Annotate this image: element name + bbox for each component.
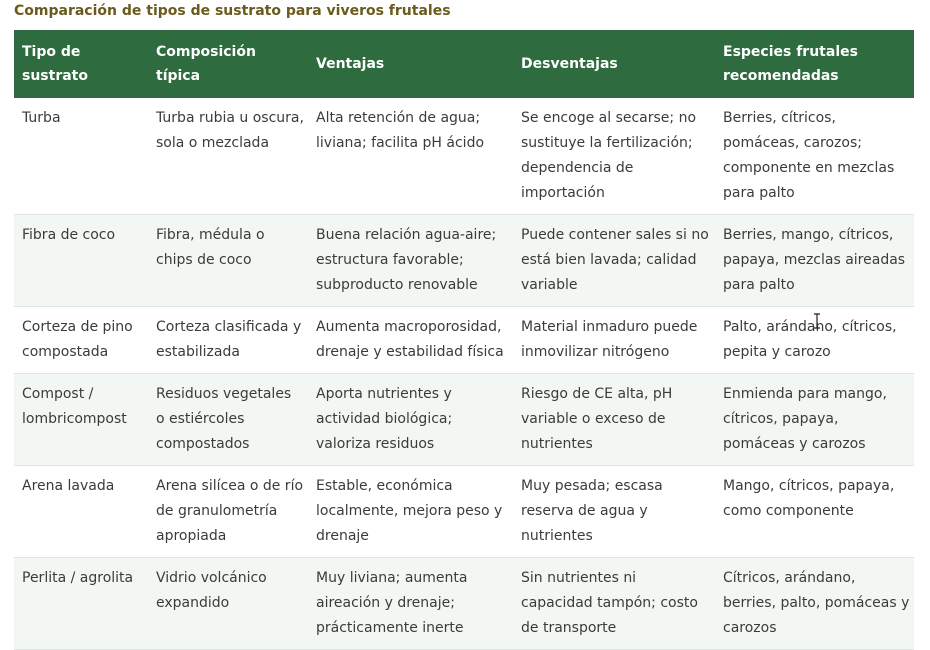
table-row bbox=[14, 98, 914, 215]
header-cell-recommended-species: Especies frutales recomendadas bbox=[715, 30, 914, 98]
table-cell: Aumenta macroporosidad, drenaje y estabilidad física bbox=[308, 307, 513, 374]
header-cell-substrate-type: Tipo de sustrato bbox=[14, 30, 148, 98]
table-cell: Muy pesada; escasa reserva de agua y nutrientes bbox=[513, 466, 715, 558]
table-cell: Turba rubia u oscura, sola o mezclada bbox=[148, 98, 308, 215]
table-cell: Muy liviana; aumenta aireación y drenaje; prácticamente inerte bbox=[308, 558, 513, 650]
table-cell: Se encoge al secarse; no sustituye la fertilización; dependencia de importación bbox=[513, 98, 715, 215]
table-cell: Arena lavada bbox=[14, 466, 148, 558]
table-cell: Berries, cítricos, pomáceas, carozos; componente en mezclas para palto bbox=[715, 98, 914, 215]
table-cell: Puede contener sales si no está bien lavada; calidad variable bbox=[513, 215, 715, 307]
table-cell: Estable, económica localmente, mejora peso y drenaje bbox=[308, 466, 513, 558]
table-cell: Turba bbox=[14, 98, 148, 215]
table-cell: Vidrio volcánico expandido bbox=[148, 558, 308, 650]
table-cell: Perlita / agrolita bbox=[14, 558, 148, 650]
table-cell: Cítricos, arándano, berries, palto, pomáceas y carozos bbox=[715, 558, 914, 650]
table-cell: Sin nutrientes ni capacidad tampón; costo de transporte bbox=[513, 558, 715, 650]
table-row bbox=[14, 558, 914, 650]
table-cell: Berries, mango, cítricos, papaya, mezclas aireadas para palto bbox=[715, 215, 914, 307]
table-row bbox=[14, 215, 914, 307]
table-cell: Mango, cítricos, papaya, como componente bbox=[715, 466, 914, 558]
table-cell: Enmienda para mango, cítricos, papaya, pomáceas y carozos bbox=[715, 374, 914, 466]
header-cell-composition: Composición típica bbox=[148, 30, 308, 98]
table-row bbox=[14, 374, 914, 466]
table-cell: Palto, arándano, cítricos, pepita y carozo bbox=[715, 307, 914, 374]
header-cell-advantages: Ventajas bbox=[308, 30, 513, 98]
substrate-comparison-table bbox=[14, 30, 914, 650]
table-cell: Material inmaduro puede inmovilizar nitrógeno bbox=[513, 307, 715, 374]
table-header bbox=[14, 30, 914, 98]
table-body bbox=[14, 98, 914, 650]
table-cell: Fibra, médula o chips de coco bbox=[148, 215, 308, 307]
table-cell: Alta retención de agua; liviana; facilita pH ácido bbox=[308, 98, 513, 215]
table-caption: Comparación de tipos de sustrato para viveros frutales bbox=[14, 3, 451, 19]
text-cursor-icon bbox=[813, 313, 821, 329]
table-cell: Compost / lombricompost bbox=[14, 374, 148, 466]
table-row bbox=[14, 466, 914, 558]
header-row bbox=[14, 30, 914, 98]
table-cell: Residuos vegetales o estiércoles compostados bbox=[148, 374, 308, 466]
table-row bbox=[14, 307, 914, 374]
table-cell: Corteza clasificada y estabilizada bbox=[148, 307, 308, 374]
table-cell: Buena relación agua-aire; estructura favorable; subproducto renovable bbox=[308, 215, 513, 307]
table-cell: Fibra de coco bbox=[14, 215, 148, 307]
table-cell: Arena silícea o de río de granulometría apropiada bbox=[148, 466, 308, 558]
header-cell-disadvantages: Desventajas bbox=[513, 30, 715, 98]
table-cell: Corteza de pino compostada bbox=[14, 307, 148, 374]
table-cell: Aporta nutrientes y actividad biológica; valoriza residuos bbox=[308, 374, 513, 466]
table-cell: Riesgo de CE alta, pH variable o exceso de nutrientes bbox=[513, 374, 715, 466]
